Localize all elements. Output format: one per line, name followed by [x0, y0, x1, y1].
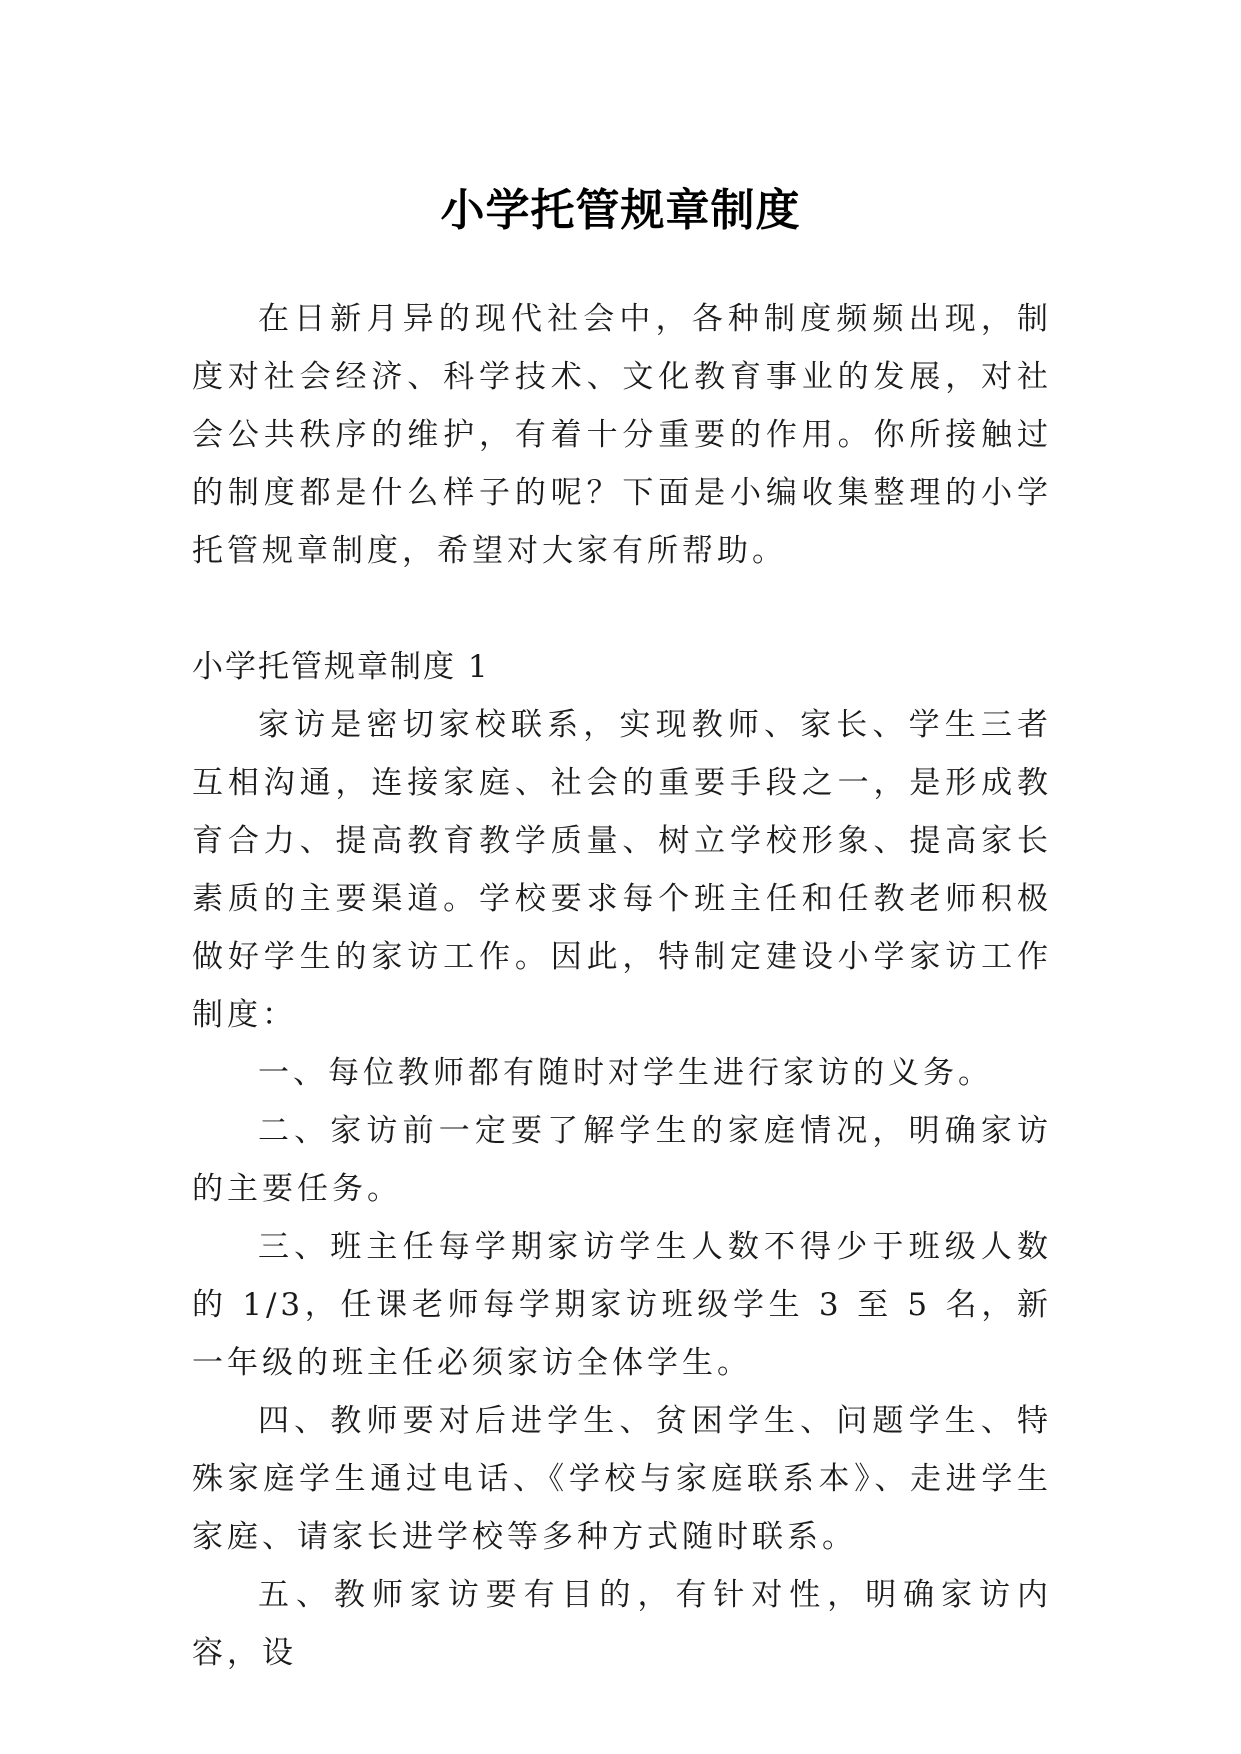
body-paragraph: 五、教师家访要有目的，有针对性，明确家访内容，设: [192, 1577, 1052, 1671]
body-paragraph: 家访是密切家校联系，实现教师、家长、学生三者互相沟通，连接家庭、社会的重要手段之一，是形成教育合力、提高教育教学质量、树立学校形象、提高家长素质的主要渠道。学校要求每个班主任和任教老师积极做好学生的家访工作。因此，特制定建设小学家访工作制度：: [192, 707, 1052, 1033]
intro-paragraph: 在日新月异的现代社会中，各种制度频频出现，制度对社会经济、科学技术、文化教育事业的发展，对社会公共秩序的维护，有着十分重要的作用。你所接触过的制度都是什么样子的呢？下面是小编收集整理的小学托管规章制度，希望对大家有所帮助。: [192, 301, 1052, 569]
body-paragraph: 二、家访前一定要了解学生的家庭情况，明确家访的主要任务。: [192, 1113, 1052, 1207]
section-heading: 小学托管规章制度 1: [192, 649, 490, 685]
body-paragraph: 一、每位教师都有随时对学生进行家访的义务。: [258, 1055, 993, 1091]
document-body: [192, 290, 1052, 1682]
body-paragraph: 三、班主任每学期家访学生人数不得少于班级人数的 1/3，任课老师每学期家访班级学生 3 至 5 名，新一年级的班主任必须家访全体学生。: [192, 1229, 1052, 1381]
document-title: 小学托管规章制度: [440, 185, 801, 237]
body-paragraph: 四、教师要对后进学生、贫困学生、问题学生、特殊家庭学生通过电话、《学校与家庭联系本》、走进学生家庭、请家长进学校等多种方式随时联系。: [192, 1403, 1052, 1555]
